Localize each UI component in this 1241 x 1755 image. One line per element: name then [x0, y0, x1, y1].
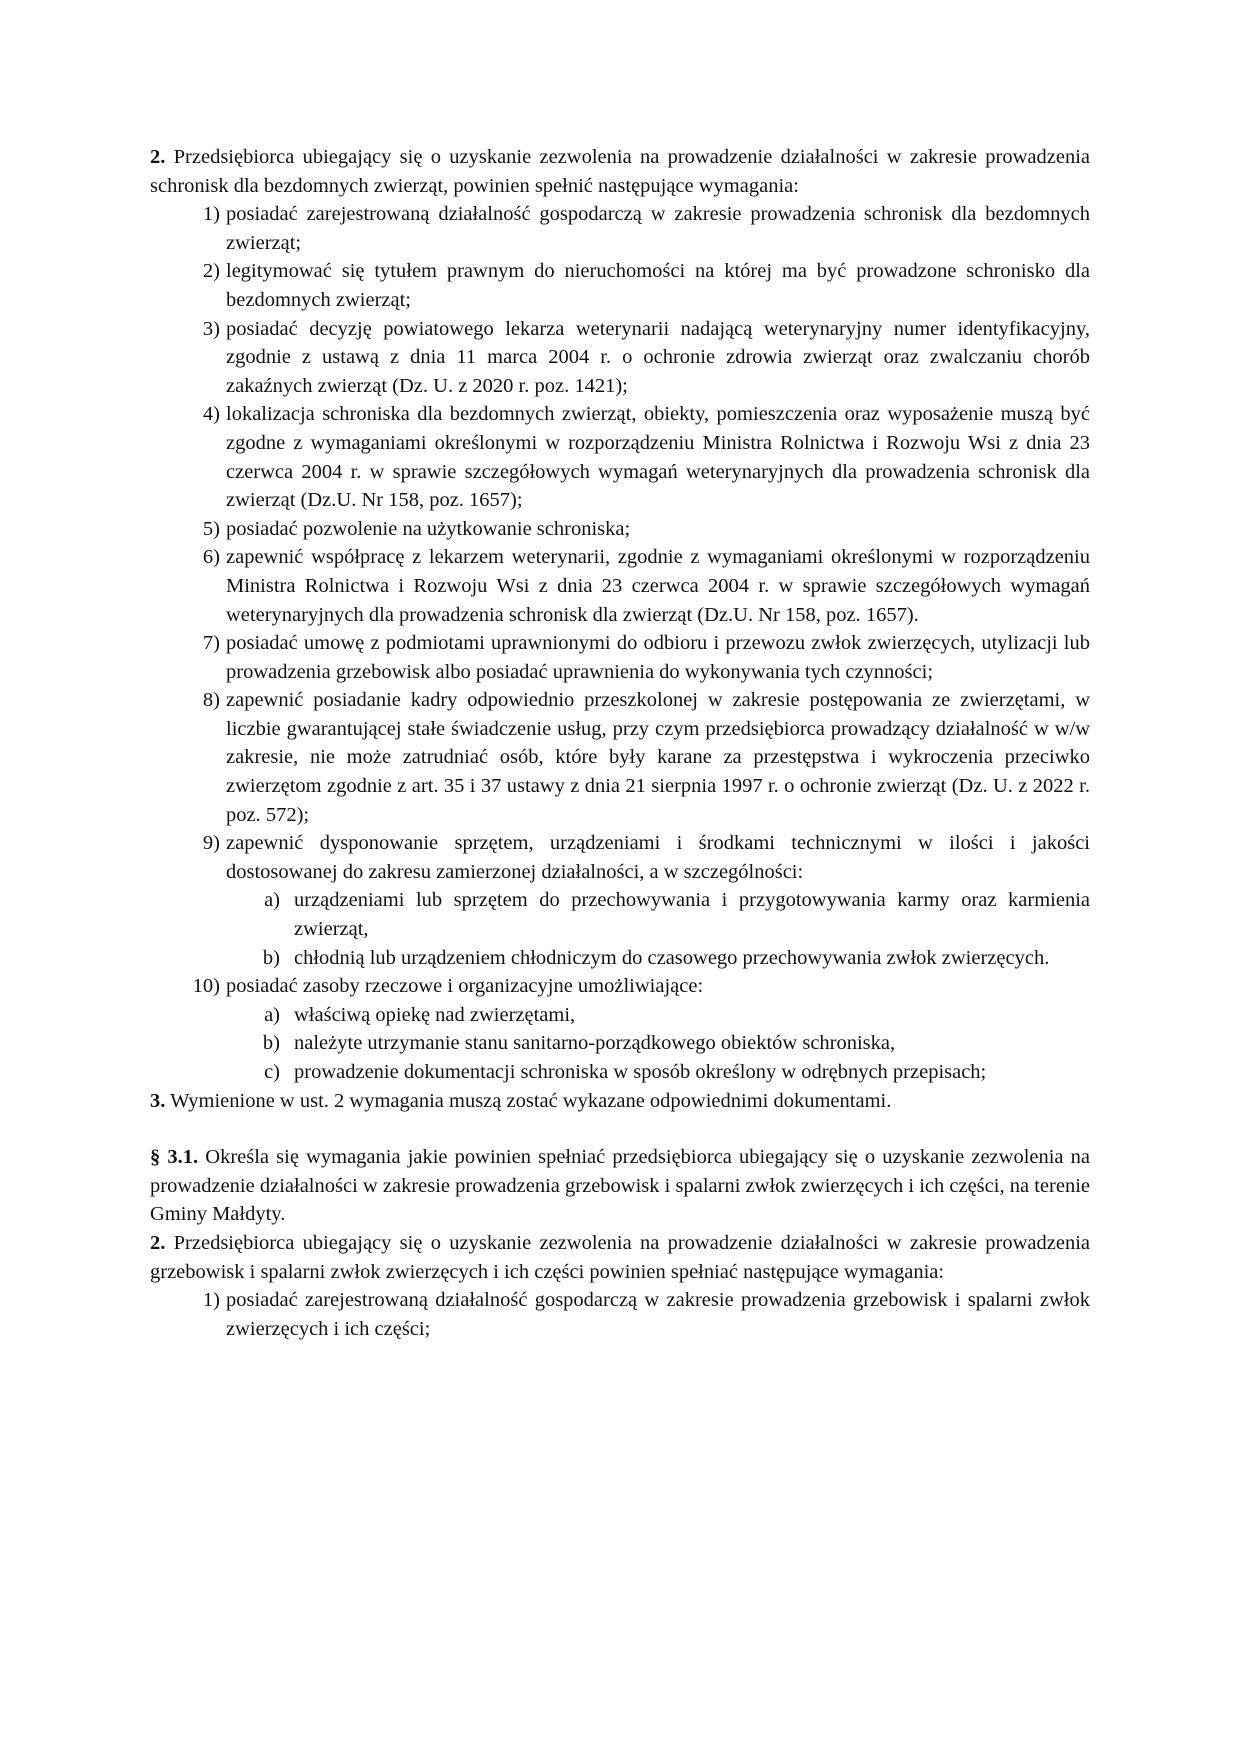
item-text: zapewnić współpracę z lekarzem weterynarii, zgodnie z wymaganiami określonymi w rozporządzeniu Ministra Rolnictwa i Rozwoju Wsi z dnia 23 czerwca 2004 r. w sprawie szczegółowych wymagań weterynaryjnych dla prowadzenia schronisk dla zwierząt (Dz.U. Nr 158, poz. 1657). [226, 546, 1090, 626]
section-2-intro [150, 143, 1090, 200]
item-letter: c) [264, 1061, 280, 1083]
item-number: 6) [202, 546, 220, 569]
sub-list-item [150, 886, 1090, 943]
list-item [150, 1286, 1090, 1343]
item-text: zapewnić posiadanie kadry odpowiednio przeszkolonej w zakresie postępowania ze zwierzętami, w liczbie gwarantującej stałe świadczenie usług, przy czym przedsiębiorca prowadzący działalność w w/w zakresie, nie może zatrudniać osób, które były karane za przestępstwa i wykroczenia przeciwko zwierzętom zgodnie z art. 35 i 37 ustawy z dnia 21 sierpnia 1997 r. o ochronie zwierząt (Dz. U. z 2022 r. poz. 572); [226, 689, 1090, 826]
item-text: posiadać zasoby rzeczowe i organizacyjne umożliwiające: [226, 975, 704, 998]
item-text: zapewnić dysponowanie sprzętem, urządzeniami i środkami technicznymi w ilości i jakości dostosowanej do zakresu zamierzonej działalności, a w szczególności: [226, 832, 1090, 883]
list-item [150, 400, 1090, 514]
list-item [150, 200, 1090, 257]
item-number: 7) [202, 632, 220, 655]
item-number: 10) [192, 975, 220, 998]
item-text: posiadać zarejestrowaną działalność gospodarczą w zakresie prowadzenia schronisk dla bezdomnych zwierząt; [226, 203, 1090, 254]
section-number: 2. [150, 1231, 166, 1254]
item-number: 1) [202, 203, 220, 226]
section-3 [150, 1087, 1090, 1116]
item-number: 4) [202, 403, 220, 426]
item-number: 5) [202, 517, 220, 540]
paragraph-text: Określa się wymagania jakie powinien spełniać przedsiębiorca ubiegający się o uzyskanie zezwolenia na prowadzenie działalności w zakresie prowadzenia grzebowisk i spalarni zwłok zwierzęcych i ich części, na terenie Gminy Małdyty. [150, 1146, 1091, 1226]
sub-list-item [150, 1058, 1090, 1087]
section-number: 2. [150, 146, 166, 168]
list-item [150, 629, 1090, 686]
item-letter: a) [264, 889, 280, 912]
item-text: lokalizacja schroniska dla bezdomnych zwierząt, obiekty, pomieszczenia oraz wyposażenie muszą być zgodne z wymaganiami określonymi w rozporządzeniu Ministra Rolnictwa i Rozwoju Wsi z dnia 23 czerwca 2004 r. w sprawie szczegółowych wymagań weterynaryjnych dla prowadzenia schronisk dla zwierząt (Dz.U. Nr 158, poz. 1657); [226, 403, 1090, 512]
sub-list-item [150, 944, 1090, 973]
item-letter: b) [262, 946, 280, 969]
section-text: Przedsiębiorca ubiegający się o uzyskanie zezwolenia na prowadzenie działalności w zakresie prowadzenia grzebowisk i spalarni zwłok zwierzęcych i ich części powinien spełniać następujące wymagania: [150, 1231, 1090, 1283]
section-text: Wymienione w ust. 2 wymagania muszą zostać wykazane odpowiednimi dokumentami. [170, 1089, 892, 1112]
item-number: 1) [202, 1289, 220, 1312]
item-text: posiadać zarejestrowaną działalność gospodarczą w zakresie prowadzenia grzebowisk i spalarni zwłok zwierzęcych i ich części; [226, 1289, 1090, 1340]
item-text: posiadać pozwolenie na użytkowanie schroniska; [226, 517, 631, 540]
list-item [150, 543, 1090, 629]
item-text: prowadzenie dokumentacji schroniska w sposób określony w odrębnych przepisach; [294, 1061, 987, 1083]
item-text: chłodnią lub urządzeniem chłodniczym do czasowego przechowywania zwłok zwierzęcych. [294, 946, 1050, 969]
paragraph-3-1 [150, 1143, 1090, 1229]
paragraph-number: § 3.1. [150, 1146, 199, 1169]
list-item [150, 315, 1090, 401]
item-text: urządzeniami lub sprzętem do przechowywania i przygotowywania karmy oraz karmienia zwierząt, [294, 889, 1090, 941]
item-text: posiadać decyzję powiatowego lekarza weterynarii nadającą weterynaryjny numer identyfikacyjny, zgodnie z ustawą z dnia 11 marca 2004 r. o ochronie zdrowia zwierząt oraz zwalczaniu chorób zakaźnych zwierząt (Dz. U. z 2020 r. poz. 1421); [226, 317, 1090, 397]
item-text: właściwą opiekę nad zwierzętami, [294, 1003, 576, 1026]
section-text: Przedsiębiorca ubiegający się o uzyskanie zezwolenia na prowadzenie działalności w zakresie prowadzenia schronisk dla bezdomnych zwierząt, powinien spełnić następujące wymagania: [150, 146, 1090, 197]
list-item [150, 972, 1090, 1001]
section-number: 3. [150, 1089, 166, 1112]
item-number: 3) [202, 317, 220, 340]
sub-list-item [150, 1029, 1090, 1058]
item-text: legitymować się tytułem prawnym do nieruchomości na której ma być prowadzone schronisko dla bezdomnych zwierząt; [226, 260, 1090, 311]
item-letter: a) [264, 1003, 280, 1026]
item-text: posiadać umowę z podmiotami uprawnionymi do odbioru i przewozu zwłok zwierzęcych, utylizacji lub prowadzenia grzebowisk albo posiadać uprawnienia do wykonywania tych czynności; [226, 632, 1090, 683]
paragraph-3-2-intro [150, 1229, 1090, 1286]
paragraph-gap [150, 1115, 1090, 1143]
list-item [150, 686, 1090, 829]
list-item [150, 515, 1090, 544]
item-letter: b) [262, 1032, 280, 1055]
item-number: 2) [202, 260, 220, 283]
list-item [150, 829, 1090, 886]
item-number: 8) [202, 689, 220, 712]
sub-list-item [150, 1001, 1090, 1030]
item-number: 9) [202, 832, 220, 855]
document-page [150, 143, 1090, 1343]
list-item [150, 257, 1090, 314]
item-text: należyte utrzymanie stanu sanitarno-porządkowego obiektów schroniska, [294, 1032, 896, 1055]
